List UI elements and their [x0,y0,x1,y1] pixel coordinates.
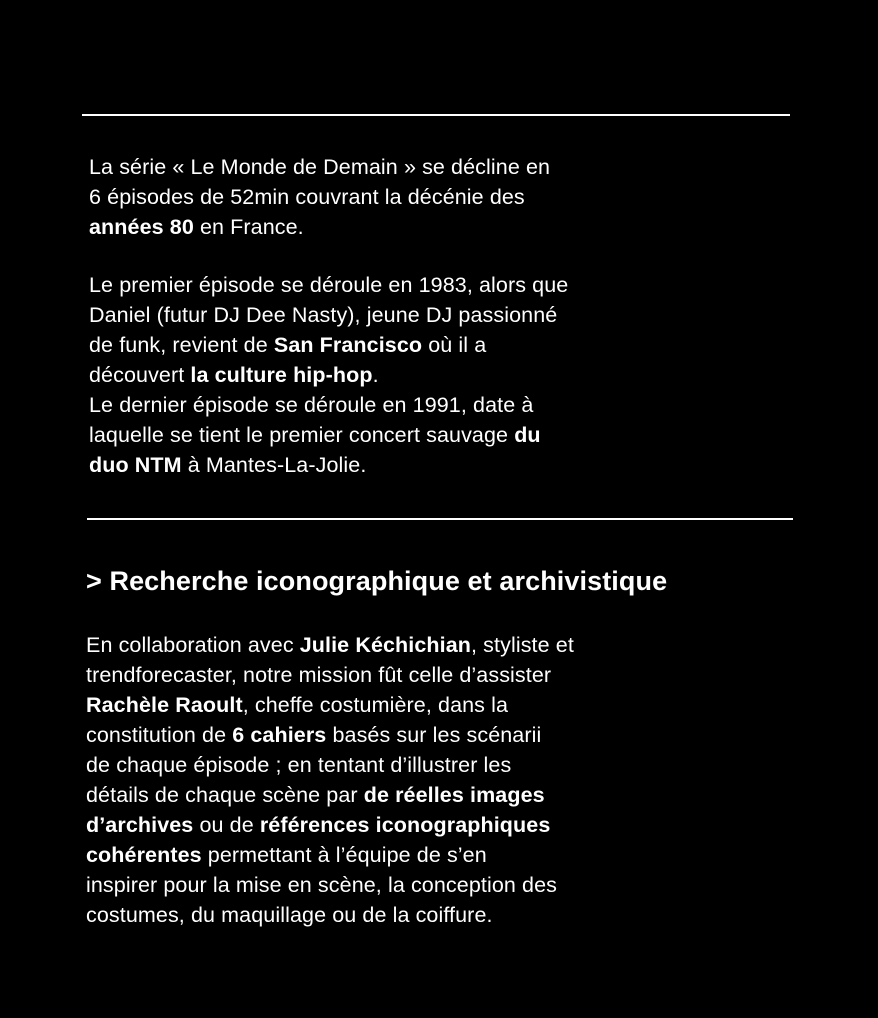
text-run: à Mantes-La-Jolie. [181,453,367,477]
text-run: Le premier épisode se déroule en 1983, alors que [89,273,569,297]
text-line [89,420,568,450]
text-run: en France. [193,215,304,239]
emphasis-text: d’archives [86,813,194,837]
section-body-paragraph [86,630,574,930]
text-line [89,450,568,480]
episodes-paragraph [89,270,568,480]
text-line [86,810,574,840]
text-run: . [372,363,379,387]
text-line [86,720,574,750]
text-run: trendforecaster, notre mission fût celle d’assister [86,663,552,687]
text-line [89,152,550,182]
text-run: inspirer pour la mise en scène, la conception des [86,873,557,897]
emphasis-text: de réelles images [363,783,545,807]
text-run: La série « Le Monde de Demain » se décline en [89,155,551,179]
text-run: où il a [422,333,487,357]
emphasis-text: la culture hip-hop [190,363,373,387]
text-line [86,630,574,660]
section-divider [87,518,793,520]
emphasis-text: 6 cahiers [232,723,327,747]
text-run: basés sur les scénarii [326,723,542,747]
text-run: de chaque épisode ; en tentant d’illustrer les [86,753,512,777]
text-run: laquelle se tient le premier concert sauvage [89,423,515,447]
text-line [86,840,574,870]
intro-paragraph [89,152,550,242]
text-line [86,750,574,780]
text-line [89,390,568,420]
text-line [86,780,574,810]
text-line [89,212,550,242]
text-run: , cheffe costumière, dans la [242,693,509,717]
text-line [86,690,574,720]
top-divider [82,114,790,116]
text-run: découvert [89,363,191,387]
text-run: Daniel (futur DJ Dee Nasty), jeune DJ passionné [89,303,558,327]
emphasis-text: San Francisco [273,333,423,357]
emphasis-text: Julie Kéchichian [299,633,472,657]
emphasis-text: cohérentes [86,843,202,867]
text-run: En collaboration avec [86,633,300,657]
section-heading: > Recherche iconographique et archivistique [86,566,668,596]
emphasis-text: duo NTM [89,453,182,477]
text-line [89,360,568,390]
text-run: , styliste et [471,633,574,657]
text-run: de funk, revient de [89,333,274,357]
text-line [86,870,574,900]
text-line [89,270,568,300]
text-line [89,330,568,360]
text-line [89,182,550,212]
text-line [86,660,574,690]
text-run: costumes, du maquillage ou de la coiffure. [86,903,493,927]
emphasis-text: Rachèle Raoult [86,693,243,717]
text-run: Le dernier épisode se déroule en 1991, date à [89,393,534,417]
emphasis-text: du [514,423,541,447]
text-run: ou de [193,813,260,837]
text-line [86,900,574,930]
emphasis-text: références iconographiques [259,813,551,837]
text-line [89,300,568,330]
text-run: permettant à l’équipe de s’en [201,843,487,867]
text-run: constitution de [86,723,233,747]
text-run: détails de chaque scène par [86,783,364,807]
emphasis-text: années 80 [89,215,194,239]
text-run: 6 épisodes de 52min couvrant la décénie des [89,185,525,209]
